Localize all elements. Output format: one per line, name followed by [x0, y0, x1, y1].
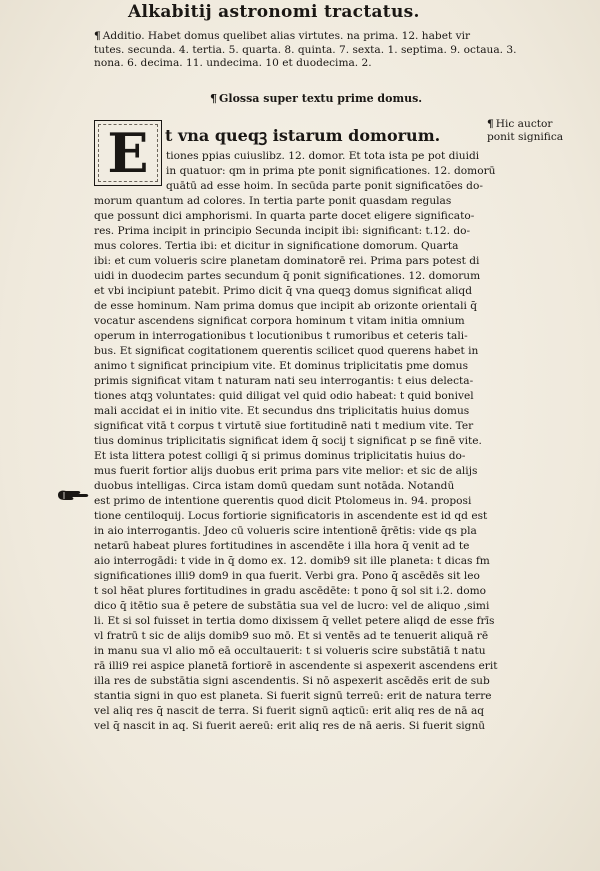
body-line: tione centiloquij. Locus fortiorie significatoris in ascendente est id qd est — [94, 510, 488, 522]
body-line: tiones ppias cuiuslibz. 12. domor. Et tota ista pe pot diuidi — [166, 150, 480, 162]
body-line: ibi: et cum volueris scire planetam dominatorē rei. Prima pars potest di — [94, 255, 480, 267]
body-line: duobus intelligas. Circa istam domū quedam sunt notāda. Notandū — [94, 480, 455, 492]
body-line: significationes illi9 dom9 in qua fuerit. Verbi gra. Pono q̄ ascēdēs sit leo — [94, 570, 480, 582]
page-title: Alkabitij astronomi tractatus. — [128, 2, 420, 22]
body-line: et vbi incipiunt patebit. Primo dicit q̄ vna queqꝫ domus significat aliqd — [94, 285, 472, 297]
body-line: netarū habeat plures fortitudines in ascendēte i illa hora q̄ venit ad te — [94, 540, 470, 552]
body-line: tiones atqꝫ voluntates: quid diligat vel quid odio habeat: t quid bonivel — [94, 390, 474, 402]
body-line: primis significat vitam t naturam nati seu interrogantis: t eius delecta- — [94, 375, 474, 387]
pilcrow-icon: ¶ — [210, 92, 217, 105]
body-line: uidi in duodecim partes secundum q̄ ponit significationes. 12. domorum — [94, 270, 481, 282]
body-line: vel q̄ nascit in aq. Si fuerit aereū: erit aliq res de nā aeris. Si fuerit signū — [94, 720, 486, 732]
additio-line: tutes. secunda. 4. tertia. 5. quarta. 8. quinta. 7. sexta. 1. septima. 9. octaua. 3. — [94, 43, 517, 56]
lead-text: t vna queqꝫ istarum domorum. — [165, 126, 441, 145]
pilcrow-icon: ¶ — [487, 118, 494, 130]
body-line: mus fuerit fortior alijs duobus erit prima pars vite melior: et sic de alijs — [94, 465, 478, 477]
body-line: mus colores. Tertia ibi: et dicitur in significatione domorum. Quarta — [94, 240, 459, 252]
additio-paragraph — [94, 30, 564, 71]
pilcrow-icon: ¶ — [94, 30, 101, 42]
decorated-initial: E — [94, 120, 162, 186]
body-line: t sol hēat plures fortitudines in gradu ascēdēte: t pono q̄ sol sit i.2. domo — [94, 585, 487, 597]
body-line: in quatuor: qm in prima pte ponit significationes. 12. domorū — [166, 165, 496, 177]
body-line: illa res de substātia signi ascendentis. Si nō aspexerit ascēdēs erit de sub — [94, 675, 490, 687]
body-line: que possunt dici amphorismi. In quarta parte docet eligere significato- — [94, 210, 475, 222]
body-line: morum quantum ad colores. In tertia parte ponit quasdam regulas — [94, 195, 452, 207]
additio-line: nona. 6. decima. 11. undecima. 10 et duodecima. 2. — [94, 57, 372, 70]
body-line: tius dominus triplicitatis significat idem q̄ socij t significat p se finē vite. — [94, 435, 482, 447]
body-line: in aio interrogantis. Jdeo cū volueris scire intentionē q̄rētis: vide qs pla — [94, 525, 477, 537]
body-line: aio interrogādi: t vide in q̄ domo ex. 12. domib9 sit ille planeta: t dicas fm — [94, 555, 490, 567]
body-line: rā illi9 rei aspice planetā fortiorē in ascendente si aspexerit ascendens erit — [94, 660, 498, 672]
additio-line: Additio. Habet domus quelibet alias virtutes. na prima. 12. habet vir — [102, 30, 471, 42]
body-line: vocatur ascendens significat corpora hominum t vitam initia omnium — [94, 315, 465, 327]
body-line: in manu sua vl alio mō eā occultauerit: t si volueris scire substātiā t natu — [94, 645, 486, 657]
body-line: est primo de intentione querentis quod dicit Ptolomeus in. 94. proposi — [94, 495, 472, 507]
body-line: bus. Et significat cogitationem querentis scilicet quod querens habet in — [94, 345, 479, 357]
body-line: dico q̄ itētio sua ē petere de substātia sua vel de lucro: vel de aliquo ,simi — [94, 600, 490, 612]
body-line: vel aliq res q̄ nascit de terra. Si fuerit signū aqticū: erit aliq res de nā aq — [94, 705, 485, 717]
gloss-body — [94, 149, 564, 734]
lead-note: ¶ Hic auctor ponit significa — [487, 118, 564, 143]
body-line: significat vitā t corpus t virtutē siue fortitudinē nati t medium vite. Ter — [94, 420, 474, 432]
body-line: mali accidat ei in initio vite. Et secundus dns triplicitatis huius domus — [94, 405, 470, 417]
body-line: vl fratrū t sic de alijs domib9 suo mō. Et si ventēs ad te tenuerit aliquā rē — [94, 630, 489, 642]
body-line: stantia signi in quo est planeta. Si fuerit signū terreū: erit de natura terre — [94, 690, 492, 702]
body-line: animo t significat principium vite. Et dominus triplicitatis pme domus — [94, 360, 469, 372]
body-line: operum in interrogationibus t locutionibus t rumoribus et ceteris tali- — [94, 330, 468, 342]
gloss-heading: ¶ Glossa super textu prime domus. — [210, 92, 423, 105]
pointing-hand-icon — [56, 486, 92, 504]
body-line: de esse hominum. Nam prima domus que incipit ab orizonte orientali q̄ — [94, 300, 478, 312]
body-line: li. Et si sol fuisset in tertia domo dixissem q̄ vellet petere aliqd de esse frīs — [94, 615, 495, 627]
body-line: quātū ad esse hoim. In secūda parte ponit significatões do- — [166, 180, 483, 192]
body-line: Et ista littera potest colligi q̄ si primus dominus triplicitatis huius do- — [94, 450, 466, 462]
body-line: res. Prima incipit in principio Secunda incipit ibi: significant: t.12. do- — [94, 225, 471, 237]
